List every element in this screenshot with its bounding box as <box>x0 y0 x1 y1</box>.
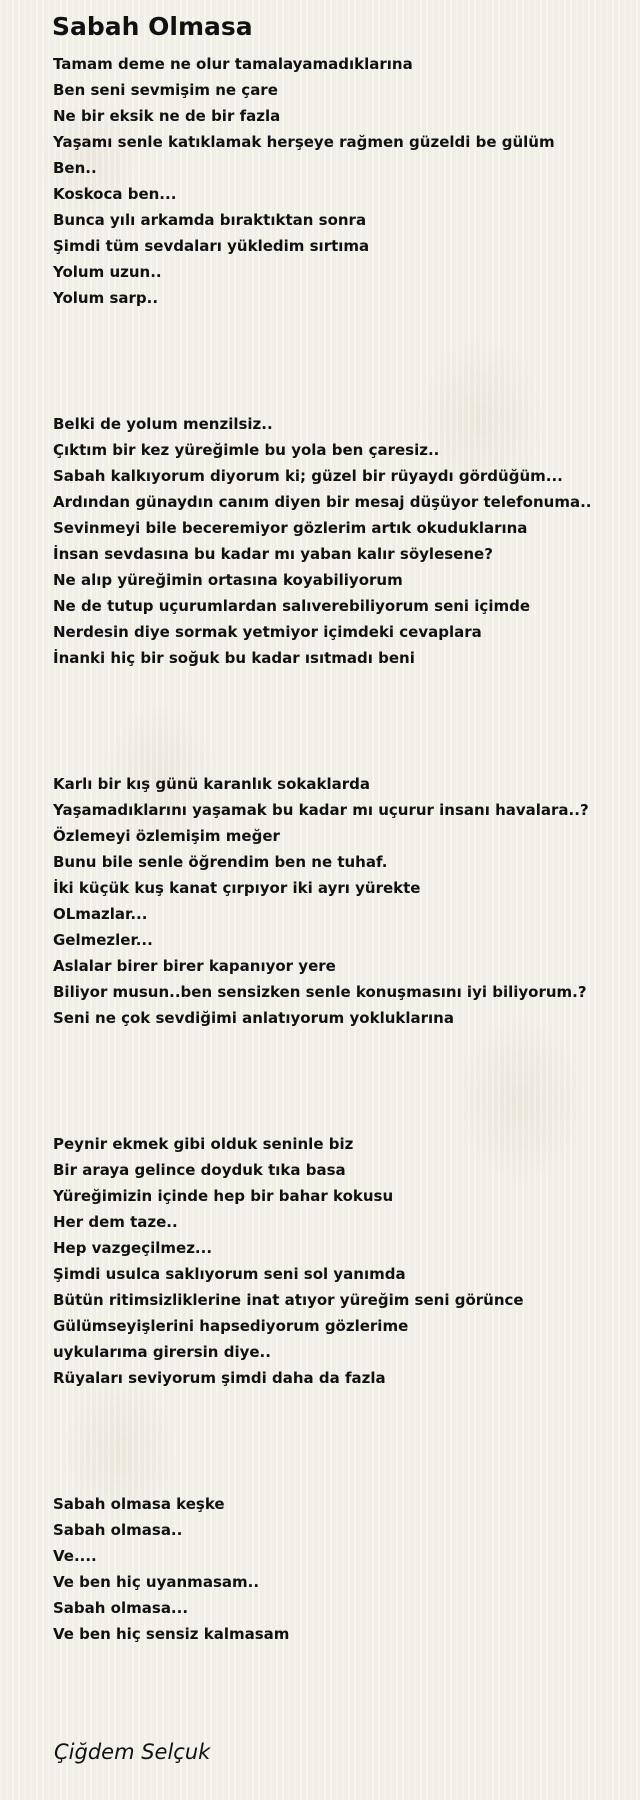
poem-line: Yaşamadıklarını yaşamak bu kadar mı uçurur insanı havalara..? <box>53 801 589 819</box>
stanza-4 <box>53 1131 633 1391</box>
poem-line: Yaşamı senle katıklamak herşeye rağmen güzeldi be gülüm <box>53 133 555 151</box>
poem-line: Sabah olmasa... <box>53 1599 189 1617</box>
poem-line: Bunu bile senle öğrendim ben ne tuhaf. <box>53 853 388 871</box>
poem-line: Ne bir eksik ne de bir fazla <box>53 107 281 125</box>
stanza-1 <box>53 51 633 311</box>
poem-line: Gelmezler... <box>53 931 153 949</box>
poem-author: Çiğdem Selçuk <box>54 1740 211 1764</box>
poem-line: Sabah olmasa keşke <box>53 1495 225 1513</box>
stanza-3 <box>53 771 633 1031</box>
stanza-2 <box>53 411 633 671</box>
poem-line: Hep vazgeçilmez... <box>53 1239 213 1257</box>
poem-line: Ve ben hiç sensiz kalmasam <box>53 1625 290 1643</box>
poem-line: Biliyor musun..ben sensizken senle konuşmasını iyi biliyorum.? <box>53 983 587 1001</box>
poem-line: Peynir ekmek gibi olduk seninle biz <box>53 1135 354 1153</box>
poem-line: Gülümseyişlerini hapsediyorum gözlerime <box>53 1317 409 1335</box>
poem-line: Ben.. <box>53 159 97 177</box>
poem-line: Ne de tutup uçurumlardan salıverebiliyorum seni içimde <box>53 597 531 615</box>
poem-line: Sabah kalkıyorum diyorum ki; güzel bir rüyaydı gördüğüm... <box>53 467 563 485</box>
poem-line: Bir araya gelince doyduk tıka basa <box>53 1161 346 1179</box>
poem-line: Şimdi tüm sevdaları yükledim sırtıma <box>53 237 370 255</box>
poem-line: OLmazlar... <box>53 905 148 923</box>
poem-line: Belki de yolum menzilsiz.. <box>53 415 273 433</box>
poem-line: Yolum uzun.. <box>53 263 162 281</box>
poem-line: Karlı bir kış günü karanlık sokaklarda <box>53 775 371 793</box>
poem-line: Şimdi usulca saklıyorum seni sol yanımda <box>53 1265 406 1283</box>
poem-title: Sabah Olmasa <box>52 12 253 41</box>
poem-line: Tamam deme ne olur tamalayamadıklarına <box>53 55 413 73</box>
poem-line: Rüyaları seviyorum şimdi daha da fazla <box>53 1369 386 1387</box>
poem-line: Çıktım bir kez yüreğimle bu yola ben çaresiz.. <box>53 441 440 459</box>
poem-line: Ardından günaydın canım diyen bir mesaj düşüyor telefonuma.. <box>53 493 592 511</box>
poem-line: İki küçük kuş kanat çırpıyor iki ayrı yürekte <box>53 879 421 897</box>
stanza-5 <box>53 1491 633 1647</box>
poem-line: Seni ne çok sevdiğimi anlatıyorum yokluklarına <box>53 1009 454 1027</box>
poem-line: Yolum sarp.. <box>53 289 159 307</box>
poem-line: Bütün ritimsizliklerine inat atıyor yüreğim seni görünce <box>53 1291 524 1309</box>
poem-line: Koskoca ben... <box>53 185 177 203</box>
poem-line: Ve.... <box>53 1547 97 1565</box>
poem-line: Sabah olmasa.. <box>53 1521 183 1539</box>
poem-line: İnsan sevdasına bu kadar mı yaban kalır söylesene? <box>53 545 493 563</box>
poem-line: Aslalar birer birer kapanıyor yere <box>53 957 336 975</box>
poem-line: Her dem taze.. <box>53 1213 178 1231</box>
poem-line: Ben seni sevmişim ne çare <box>53 81 278 99</box>
poem-line: İnanki hiç bir soğuk bu kadar ısıtmadı beni <box>53 649 415 667</box>
poem-line: Ve ben hiç uyanmasam.. <box>53 1573 260 1591</box>
poem-line: Bunca yılı arkamda bıraktıktan sonra <box>53 211 367 229</box>
poem-line: Sevinmeyi bile beceremiyor gözlerim artık okuduklarına <box>53 519 528 537</box>
poem-line: Ne alıp yüreğimin ortasına koyabiliyorum <box>53 571 403 589</box>
poem-line: Nerdesin diye sormak yetmiyor içimdeki cevaplara <box>53 623 482 641</box>
poem-line: Özlemeyi özlemişim meğer <box>53 827 280 845</box>
poem-line: Yüreğimizin içinde hep bir bahar kokusu <box>53 1187 394 1205</box>
poem-line: uykularıma girersin diye.. <box>53 1343 271 1361</box>
